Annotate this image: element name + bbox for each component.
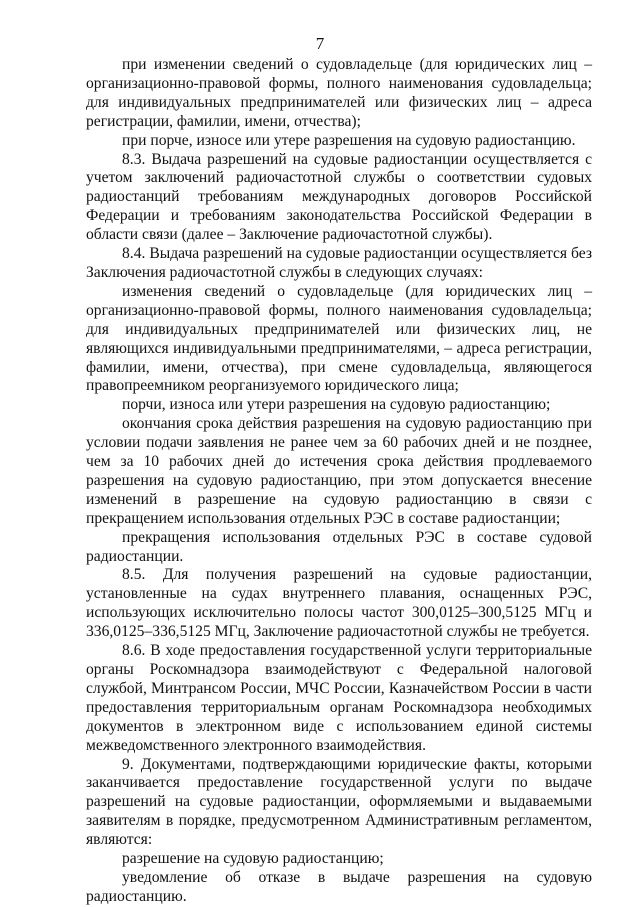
- paragraph-case-owner-change: изменения сведений о судовладельце (для юридических лиц – организационно-правовой формы, полного наименования судовладельца; для индивидуальных предпринимателей или физических лиц, не являющихся индивидуальными предпринимателями, – адреса регистрации, фамилии, имени, отчества), при смене судовладельца, являющегося правопреемником реорганизуемого юридического лица;: [86, 282, 592, 395]
- paragraph-8-6: 8.6. В ходе предоставления государственной услуги территориальные органы Роскомнадзора взаимодействуют с Федеральной налоговой службой, Минтрансом России, МЧС России, Казначейством России в части предоставления территориальным органам Роскомнадзора необходимых документов в электронном виде с использованием единой системы межведомственного электронного взаимодействия.: [86, 642, 592, 754]
- paragraph-case-res-termination: прекращения использования отдельных РЭС в составе судовой радиостанции.: [86, 528, 592, 565]
- page-number: 7: [315, 34, 325, 53]
- paragraph-result-permit: разрешение на судовую радиостанцию;: [122, 850, 384, 868]
- paragraph-8-4: 8.4. Выдача разрешений на судовые радиостанции осуществляется без Заключения радиочастотной службы в следующих случаях:: [86, 245, 592, 281]
- paragraph-9: 9. Документами, подтверждающими юридические факты, которыми заканчивается предоставление государственной услуги по выдаче разрешений на судовые радиостанции, оформляемыми и выдаваемыми заявителям в порядке, предусмотренном Административным регламентом, являются:: [86, 755, 592, 849]
- paragraph-8-5: 8.5. Для получения разрешений на судовые радиостанции, установленные на судах внутреннего плавания, оснащенных РЭС, использующих исключительно полосы частот 300,0125–300,5125 МГц и 336,0125–336,5125 МГц, Заключение радиочастотной службы не требуется.: [86, 566, 592, 641]
- paragraph-case-damage: порчи, износа или утери разрешения на судовую радиостанцию;: [122, 396, 551, 414]
- paragraph-damage-loss: при порче, износе или утере разрешения на судовую радиостанцию.: [122, 131, 576, 149]
- paragraph-result-refusal: уведомление об отказе в выдаче разрешения на судовую радиостанцию.: [86, 868, 592, 905]
- paragraph-case-expiry: окончания срока действия разрешения на судовую радиостанцию при условии подачи заявления не ранее чем за 60 рабочих дней и не позднее, чем за 10 рабочих дней до истечения срока действия продлеваемого разрешения на судовую радиостанцию, при этом допускается внесение изменений в разрешение на судовую радиостанцию в связи с прекращением использования отдельных РЭС в составе радиостанции;: [86, 415, 592, 527]
- paragraph-8-3: 8.3. Выдача разрешений на судовые радиостанции осуществляется с учетом заключений радиочастотной службы о соответствии судовых радиостанций требованиям международных договоров Российской Федерации и требованиям законодательства Российской Федерации в области связи (далее – Заключение радиочастотной службы).: [86, 150, 592, 244]
- document-body: [86, 56, 592, 907]
- paragraph-owner-change: при изменении сведений о судовладельце (для юридических лиц – организационно-правовой формы, полного наименования судовладельца; для индивидуальных предпринимателей или физических лиц – адреса регистрации, фамилии, имени, отчества);: [86, 56, 592, 130]
